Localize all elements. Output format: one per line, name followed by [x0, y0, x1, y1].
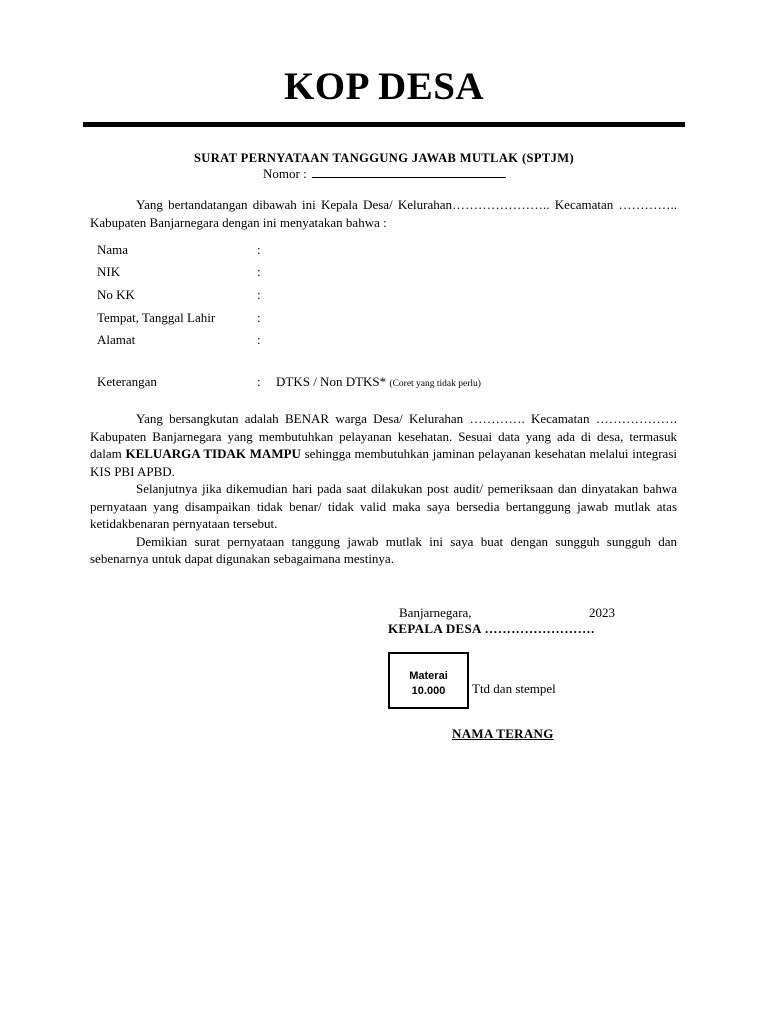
- signature-position: KEPALA DESA …………………….: [388, 621, 595, 636]
- keterangan-text: DTKS / Non DTKS*: [276, 374, 387, 389]
- keterangan-label: Keterangan: [97, 374, 157, 389]
- signature-year: 2023: [589, 605, 615, 620]
- field-label-alamat: Alamat: [97, 332, 136, 347]
- field-colon: :: [257, 287, 261, 302]
- signature-note: Ttd dan stempel: [472, 681, 556, 696]
- field-label-nokk: No KK: [97, 287, 135, 302]
- signature-name: NAMA TERANG: [452, 726, 554, 741]
- field-label-nama: Nama: [97, 242, 129, 257]
- body-text: [90, 410, 677, 568]
- field-colon: :: [257, 332, 261, 347]
- nomor-label: Nomor :: [263, 166, 307, 181]
- materai-label: Materai: [409, 670, 448, 682]
- materai-value: 10.000: [411, 685, 446, 697]
- body-paragraph-2: Selanjutnya jika dikemudian hari pada saat dilakukan post audit/ pemeriksaan dan dinyatakan bahwa pernyataan yang disampaikan tidak benar/ tidak valid maka saya bersedia bertanggung jawab mutlak atas ketidakbenaran pernyataan tersebut.: [90, 481, 677, 531]
- field-colon: :: [257, 310, 261, 325]
- document-title: SURAT PERNYATAAN TANGGUNG JAWAB MUTLAK (SPTJM): [193, 151, 575, 165]
- field-label-ttl: Tempat, Tanggal Lahir: [97, 310, 216, 325]
- body-p1-text-end: sehingga membutuhkan jaminan pelayanan kesehatan melalui integrasi KIS PBI APBD.: [90, 446, 677, 479]
- keterangan-colon: :: [257, 374, 261, 389]
- keterangan-note: (Coret yang tidak perlu): [389, 379, 481, 389]
- letterhead-rule: [83, 122, 685, 127]
- intro-paragraph: Yang bertandatangan dibawah ini Kepala Desa/ Kelurahan………………….. Kecamatan ………….. Kabupaten Banjarnegara dengan ini menyatakan bahwa :: [90, 197, 677, 230]
- nomor-row: [263, 166, 506, 182]
- materai-stamp-box: [388, 652, 469, 709]
- field-colon: :: [257, 242, 261, 257]
- body-p1-bold: KELUARGA TIDAK MAMPU: [125, 446, 301, 461]
- body-paragraph-1: [90, 410, 677, 480]
- keterangan-value: [276, 374, 481, 390]
- body-paragraph-3: Demikian surat pernyataan tanggung jawab mutlak ini saya buat dengan sungguh sungguh dan sebenarnya untuk dapat digunakan sebagaimana mestinya.: [90, 533, 677, 566]
- field-label-nik: NIK: [97, 264, 121, 279]
- nomor-blank-line: [312, 166, 506, 178]
- letterhead-title: KOP DESA: [283, 65, 485, 108]
- field-colon: :: [257, 264, 261, 279]
- body-p1-text: Yang bersangkutan adalah BENAR warga Desa/ Kelurahan …………. Kecamatan ………………. Kabupaten Banjarnegara yang membutuhkan pelayanan kesehatan. Sesuai data yang ada di desa, termasuk dalam: [90, 411, 677, 461]
- signature-city: Banjarnegara,: [399, 605, 472, 620]
